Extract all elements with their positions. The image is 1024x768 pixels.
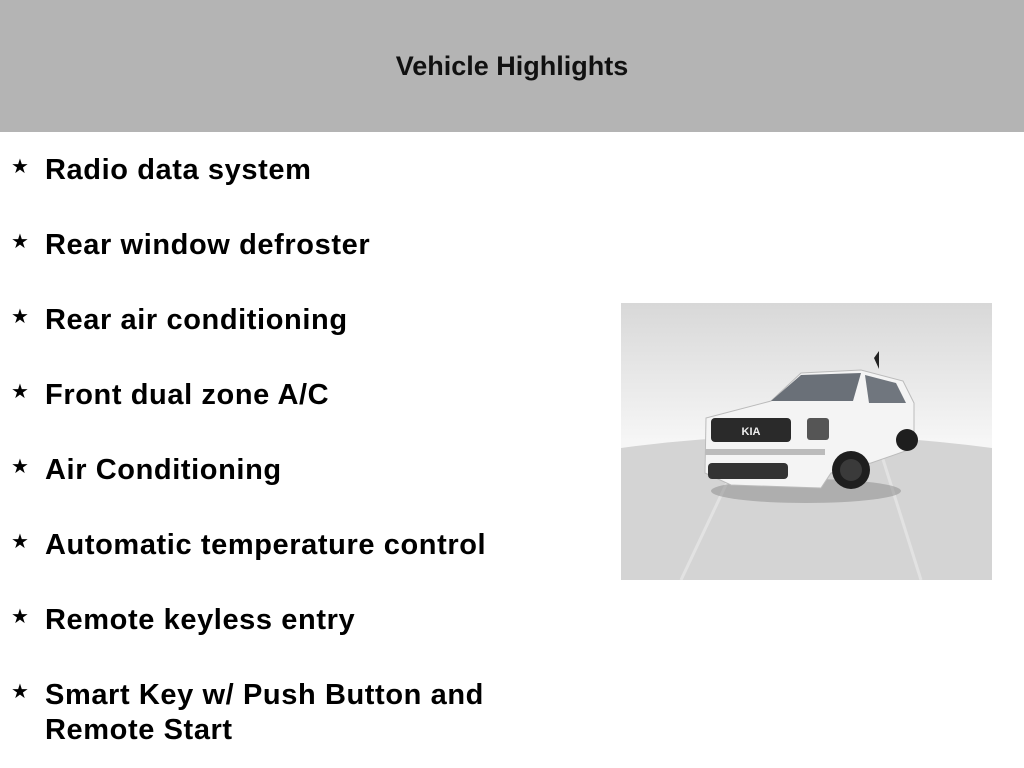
list-item: ★ Radio data system [0, 153, 585, 188]
star-icon: ★ [11, 156, 29, 178]
star-icon: ★ [11, 531, 29, 553]
list-item: ★ Automatic temperature control [0, 528, 585, 563]
list-item: ★ Rear window defroster [0, 228, 585, 263]
list-item: ★ Rear air conditioning [0, 303, 585, 338]
list-item: ★ Remote keyless entry [0, 603, 585, 638]
star-icon: ★ [11, 381, 29, 403]
star-icon: ★ [11, 681, 29, 703]
list-item: ★ Air Conditioning [0, 453, 585, 488]
page-title: Vehicle Highlights [395, 50, 629, 81]
vehicle-photo [621, 303, 992, 580]
kia-logo: KIA [741, 426, 761, 438]
star-icon: ★ [11, 306, 29, 328]
star-icon: ★ [11, 456, 29, 478]
star-icon: ★ [11, 606, 29, 628]
list-item: ★ Front dual zone A/C [0, 378, 585, 413]
star-icon: ★ [11, 231, 29, 253]
list-item: ★ Smart Key w/ Push Button and Remote Start [0, 678, 565, 748]
header-bar [0, 0, 1024, 132]
